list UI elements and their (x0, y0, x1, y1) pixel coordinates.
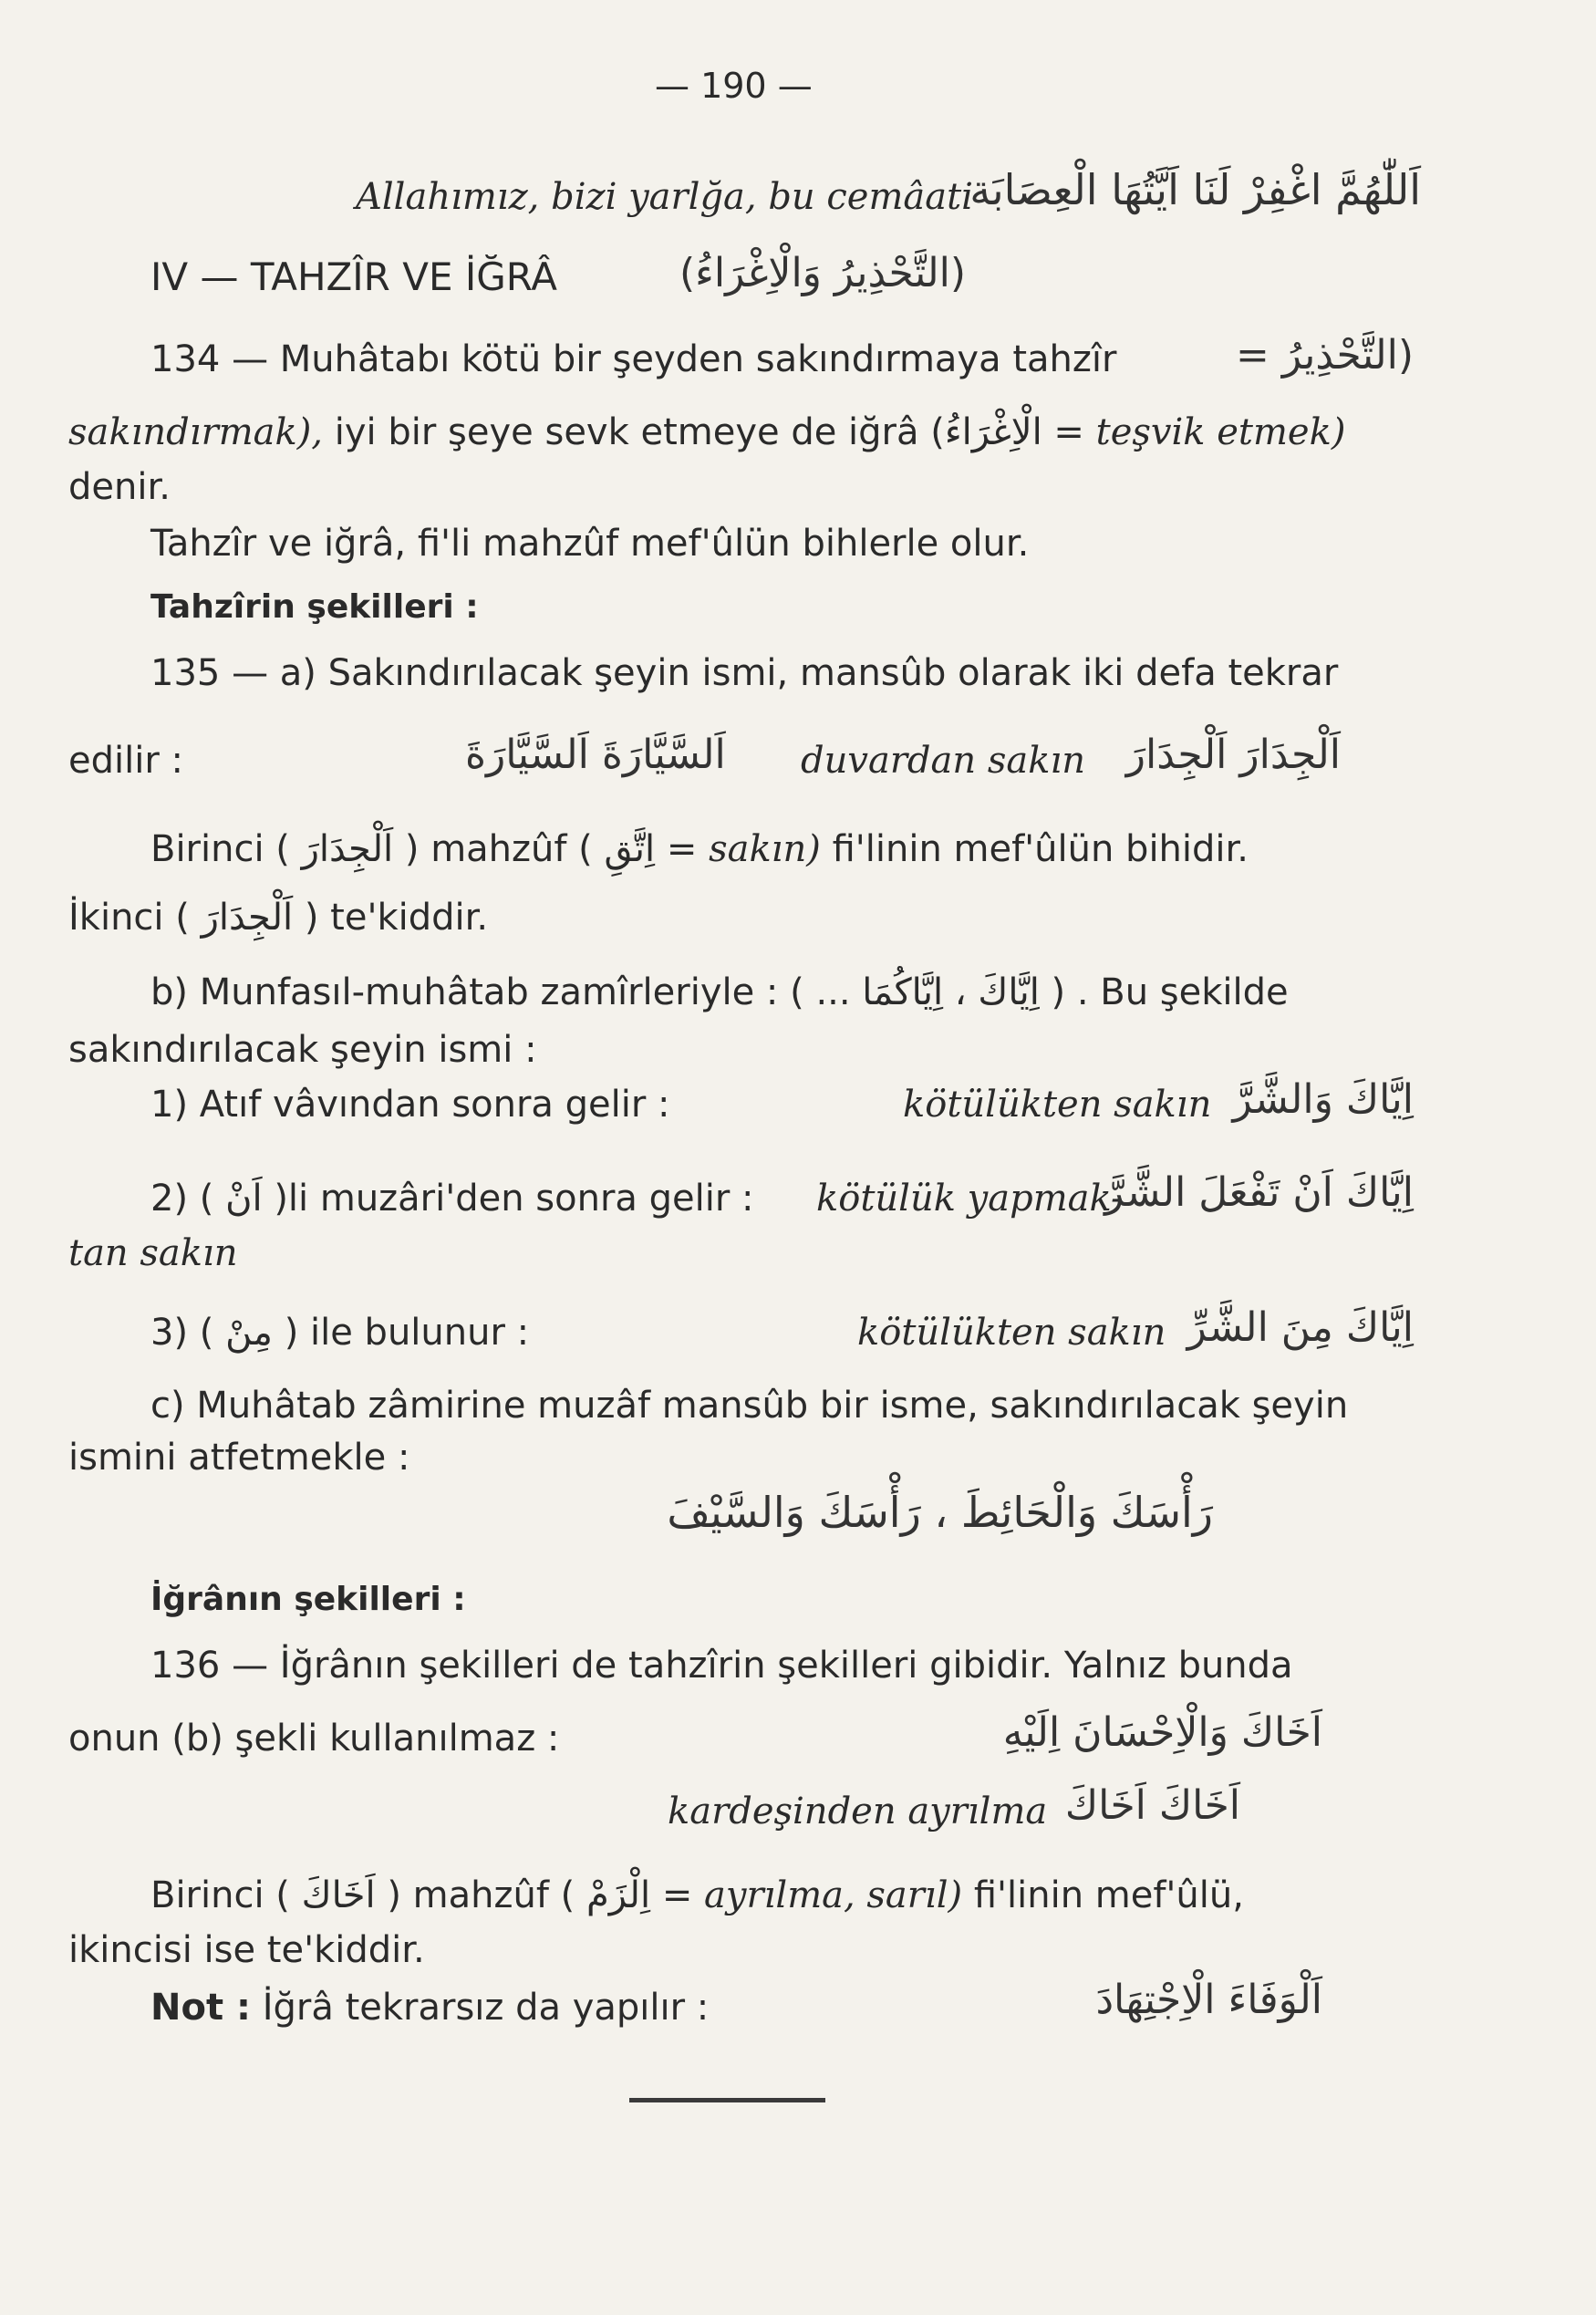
arabic-example: اَخَاكَ اَخَاكَ (1064, 1782, 1240, 1829)
arabic-term: اَخَاكَ (301, 1874, 376, 1916)
body-text: Tahzîr ve iğrâ, fi'li mahzûf mef'ûlün bihlerle olur. (150, 523, 1030, 565)
paragraph-134-line-3: denir. (68, 466, 171, 508)
arabic-example: اِيَّاكَ وَالشَّرَّ (1232, 1076, 1414, 1123)
body-text: fi'linin mef'ûlü, (973, 1874, 1244, 1916)
arabic-example: رَأْسَكَ وَالْحَائِطَ ، رَأْسَكَ وَالسَّيْفَ (667, 1488, 1213, 1537)
arabic-term: اَنْ (225, 1178, 263, 1220)
arabic-term: اِلْزَمْ (586, 1874, 651, 1916)
translation-text: Allahımız, bizi yarlğa, bu cemâati (356, 176, 973, 218)
term-meaning: sakındırmak), (68, 411, 324, 453)
list-item-2 (150, 1175, 754, 1222)
subheading-tahzir-forms: Tahzîrin şekilleri : (150, 588, 479, 626)
section-heading: IV — TAHZÎR VE İĞRÂ (150, 254, 557, 299)
explanation-line (150, 969, 1289, 1016)
paragraph-135-line-2: edilir : (68, 740, 183, 782)
subheading-igra-forms: İğrânın şekilleri : (150, 1581, 466, 1618)
equals-sign: = (666, 828, 698, 870)
term-meaning: ayrılma, sarıl) (704, 1874, 963, 1916)
term-meaning: teşvik etmek) (1095, 411, 1346, 453)
arabic-example: اَلْجِدَارَ اَلْجِدَارَ (1125, 732, 1341, 778)
body-text: İkinci ( (68, 897, 190, 939)
body-text: )li muzâri'den sonra gelir : (274, 1178, 754, 1220)
arabic-example: اَلْوَفَاءَ الْاِجْتِهَادَ (1095, 1977, 1322, 2023)
body-text: ikincisi ise te'kiddir. (68, 1929, 425, 1971)
example-meaning: tan sakın (68, 1232, 238, 1274)
arabic-example: اَلسَّيَّارَةَ اَلسَّيَّارَةَ (465, 732, 726, 778)
footer-rule (629, 2098, 825, 2102)
arabic-example: اَخَاكَ وَالْاِحْسَانَ اِلَيْهِ (1002, 1709, 1322, 1756)
body-text: fi'linin mef'ûlün bihidir. (832, 828, 1249, 870)
equals-sign: = (1053, 411, 1084, 453)
paragraph-134-line-1: 134 — Muhâtabı kötü bir şeyden sakındırmaya tahzîr (150, 338, 1117, 380)
arabic-phrase: اَللّٰهُمَّ اغْفِرْ لَنَا اَيَّتُهَا الْعِصَابَة (969, 165, 1421, 214)
page-number: — 190 — (655, 66, 813, 106)
body-text: 2) ( (150, 1178, 214, 1220)
body-text: Birinci ( (150, 828, 290, 870)
body-text: ) mahzûf ( (387, 1874, 575, 1916)
arabic-example: اِيَّاكَ مِنَ الشَّرِّ (1187, 1304, 1414, 1351)
paragraph-136-line-1: 136 — İğrânın şekilleri de tahzîrin şekilleri gibidir. Yalnız bunda (150, 1645, 1293, 1687)
list-item-c: c) Muhâtab zâmirine muzâf mansûb bir isme, sakındırılacak şeyin (150, 1385, 1349, 1427)
equals-sign: = (661, 1874, 693, 1916)
example-meaning: kötülükten sakın (903, 1084, 1212, 1126)
paragraph-136-line-2: onun (b) şekli kullanılmaz : (68, 1718, 560, 1760)
arabic-term: مِنْ (225, 1312, 273, 1354)
explanation-line (150, 825, 1249, 873)
list-item-1: 1) Atıf vâvından sonra gelir : (150, 1084, 670, 1126)
paragraph-134-line-2 (68, 409, 1345, 456)
body-text: İğrâ tekrarsız da yapılır : (262, 1987, 710, 2029)
arabic-term: اَلْجِدَارَ (301, 828, 394, 870)
note-label: Not : (150, 1987, 251, 2029)
body-text: ) te'kiddir. (304, 897, 489, 939)
example-meaning: kötülük yapmak- (816, 1178, 1124, 1220)
explanation-line (150, 1872, 1244, 1919)
explanation-line (68, 894, 488, 941)
arabic-term: اِيَّاكَ ، اِيَّاكُمَا ... (815, 971, 1040, 1013)
arabic-heading: (التَّحْذِيرُ وَالْاِغْرَاءُ) (679, 250, 967, 296)
note-line (150, 1984, 709, 2031)
arabic-example: اِيَّاكَ اَنْ تَفْعَلَ الشَّرَّ (1104, 1169, 1414, 1216)
term-meaning: sakın) (709, 828, 821, 870)
body-text: Birinci ( (150, 1874, 290, 1916)
example-meaning: kardeşinden ayrılma (668, 1791, 1048, 1832)
body-text: 3) ( (150, 1312, 214, 1354)
list-item-3 (150, 1309, 529, 1356)
body-text: b) Munfasıl-muhâtab zamîrleriyle : ( (150, 971, 804, 1013)
body-text: sakındırılacak şeyin ismi : (68, 1029, 537, 1071)
body-text: ismini atfetmekle : (68, 1437, 410, 1479)
body-text: ) mahzûf ( (404, 828, 593, 870)
body-text: ) . Bu şekilde (1051, 971, 1289, 1013)
arabic-term: (التَّحْذِيرُ = (1236, 332, 1414, 379)
arabic-term: الْاِغْرَاءُ (944, 411, 1042, 453)
body-text: ) ile bulunur : (284, 1312, 530, 1354)
example-meaning: duvardan sakın (801, 740, 1086, 782)
body-text: iyi bir şeye sevk etmeye de iğrâ ( (334, 411, 945, 453)
example-meaning: kötülükten sakın (857, 1312, 1166, 1354)
arabic-term: اِتَّقِ (604, 828, 656, 870)
arabic-term: اَلْجِدَارَ (201, 897, 294, 939)
paragraph-135-line-1: 135 — a) Sakındırılacak şeyin ismi, mansûb olarak iki defa tekrar (150, 652, 1339, 694)
